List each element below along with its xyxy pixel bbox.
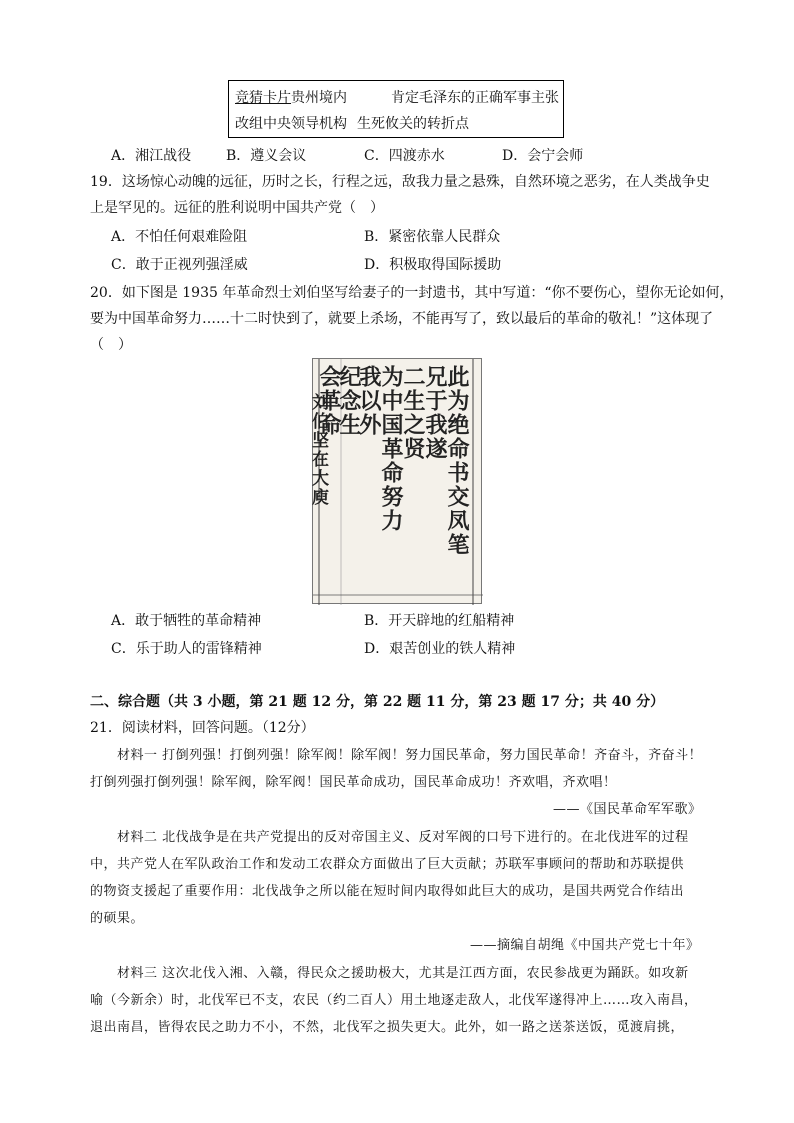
quiz-card-box xyxy=(228,80,564,138)
letter-column-1: 此为绝命书交凤笔 xyxy=(444,365,470,557)
letter-column-2: 兄于我遂 xyxy=(422,365,448,461)
q20-option-d[interactable]: D．艰苦创业的铁人精神 xyxy=(364,641,516,657)
letter-column-3: 二生之贤 xyxy=(400,365,426,461)
material-3-line-2: 喻（今新余）时，北伐军已不支，农民（约二百人）用土地逐走敌人，北伐军遂得冲上……攻入南昌， xyxy=(90,993,698,1008)
material-2-source: ——摘编自胡绳《中国共产党七十年》 xyxy=(470,938,700,953)
q19-option-d[interactable]: D．积极取得国际援助 xyxy=(364,257,502,273)
q19-option-c[interactable]: C．敢于正视列强淫威 xyxy=(111,257,248,273)
material-3-line-3: 退出南昌，皆得农民之助力不小，不然，北伐军之损失更大。此外，如一路之送茶送饭，觅渡肩挑， xyxy=(90,1020,685,1035)
card-title: 竞猜卡片 xyxy=(235,90,291,106)
q18-option-d[interactable]: D．会宁会师 xyxy=(502,148,584,164)
q19-stem-line-1: 19．这场惊心动魄的远征，历时之长，行程之远，敌我力量之悬殊，自然环境之恶劣，在人类战争史 xyxy=(90,174,710,190)
q20-stem-line-1: 20．如下图是 1935 年革命烈士刘伯坚写给妻子的一封遗书，其中写道：“你不要伤心，望你无论如何， xyxy=(90,285,734,301)
letter-column-4: 为中国革命努力 xyxy=(378,365,404,533)
letter-column-6: 纪念生 xyxy=(336,365,362,437)
letter-column-7: 会革命 xyxy=(316,365,342,437)
q19-option-b[interactable]: B．紧密依靠人民群众 xyxy=(364,229,501,245)
q18-option-c[interactable]: C．四渡赤水 xyxy=(364,148,445,164)
material-1-line-2: 打倒列强打倒列强！除军阀，除军阀！国民革命成功，国民革命成功！齐欢唱，齐欢唱！ xyxy=(90,775,617,790)
q19-option-a[interactable]: A．不怕任何艰难险阻 xyxy=(111,229,248,245)
q20-stem-line-2: 要为中国革命努力……十二时快到了，就要上杀场，不能再写了，致以最后的革命的敬礼！”这体现了 xyxy=(90,311,714,327)
card-line-1 xyxy=(235,87,559,107)
q20-option-c[interactable]: C．乐于助人的雷锋精神 xyxy=(111,641,262,657)
letter-column-5: 我以外 xyxy=(356,365,382,437)
material-1-source: ——《国民革命军军歌》 xyxy=(553,802,702,817)
q19-stem-line-2: 上是罕见的。远征的胜利说明中国共产党（ ） xyxy=(90,200,384,216)
material-2-line-4: 的硕果。 xyxy=(90,911,145,926)
card-line-2 xyxy=(235,113,469,133)
section-2-heading: 二、综合题（共 3 小题，第 21 题 12 分，第 22 题 11 分，第 23 题 17 分；共 40 分） xyxy=(90,694,665,710)
letter-column-8: 刘伯坚在大庾 xyxy=(308,393,328,507)
q20-option-a[interactable]: A．敢于牺牲的革命精神 xyxy=(111,613,262,629)
card-clue-4: 生死攸关的转折点 xyxy=(357,116,469,132)
q18-option-a[interactable]: A．湘江战役 xyxy=(111,148,192,164)
material-3-line-1: 材料三 这次北伐入湘、入赣，得民众之援助极大，尤其是江西方面，农民参战更为踊跃。如攻新 xyxy=(117,966,689,981)
material-1-line-1: 材料一 打倒列强！打倒列强！除军阀！除军阀！努力国民革命，努力国民革命！齐奋斗，齐奋斗！ xyxy=(117,748,703,763)
q20-option-b[interactable]: B．开天辟地的红船精神 xyxy=(364,613,515,629)
q20-stem-line-3: （ ） xyxy=(90,337,132,353)
card-clue-3: 改组中央领导机构 xyxy=(235,116,347,132)
material-2-line-2: 中，共产党人在军队政治工作和发动工农群众方面做出了巨大贡献；苏联军事顾问的帮助和苏联提供 xyxy=(90,857,685,872)
q18-option-b[interactable]: B．遵义会议 xyxy=(226,148,307,164)
q21-stem: 21．阅读材料，回答问题。（12分） xyxy=(90,720,315,736)
card-clue-1: 贵州境内 xyxy=(291,90,347,106)
card-clue-2: 肯定毛泽东的正确军事主张 xyxy=(391,90,559,106)
material-2-line-1: 材料二 北伐战争是在共产党提出的反对帝国主义、反对军阀的口号下进行的。在北伐进军的过程 xyxy=(117,830,689,845)
material-2-line-3: 的物资支援起了重要作用：北伐战争之所以能在短时间内取得如此巨大的成功，是国共两党合作结出 xyxy=(90,884,685,899)
testament-letter-image xyxy=(308,358,482,604)
